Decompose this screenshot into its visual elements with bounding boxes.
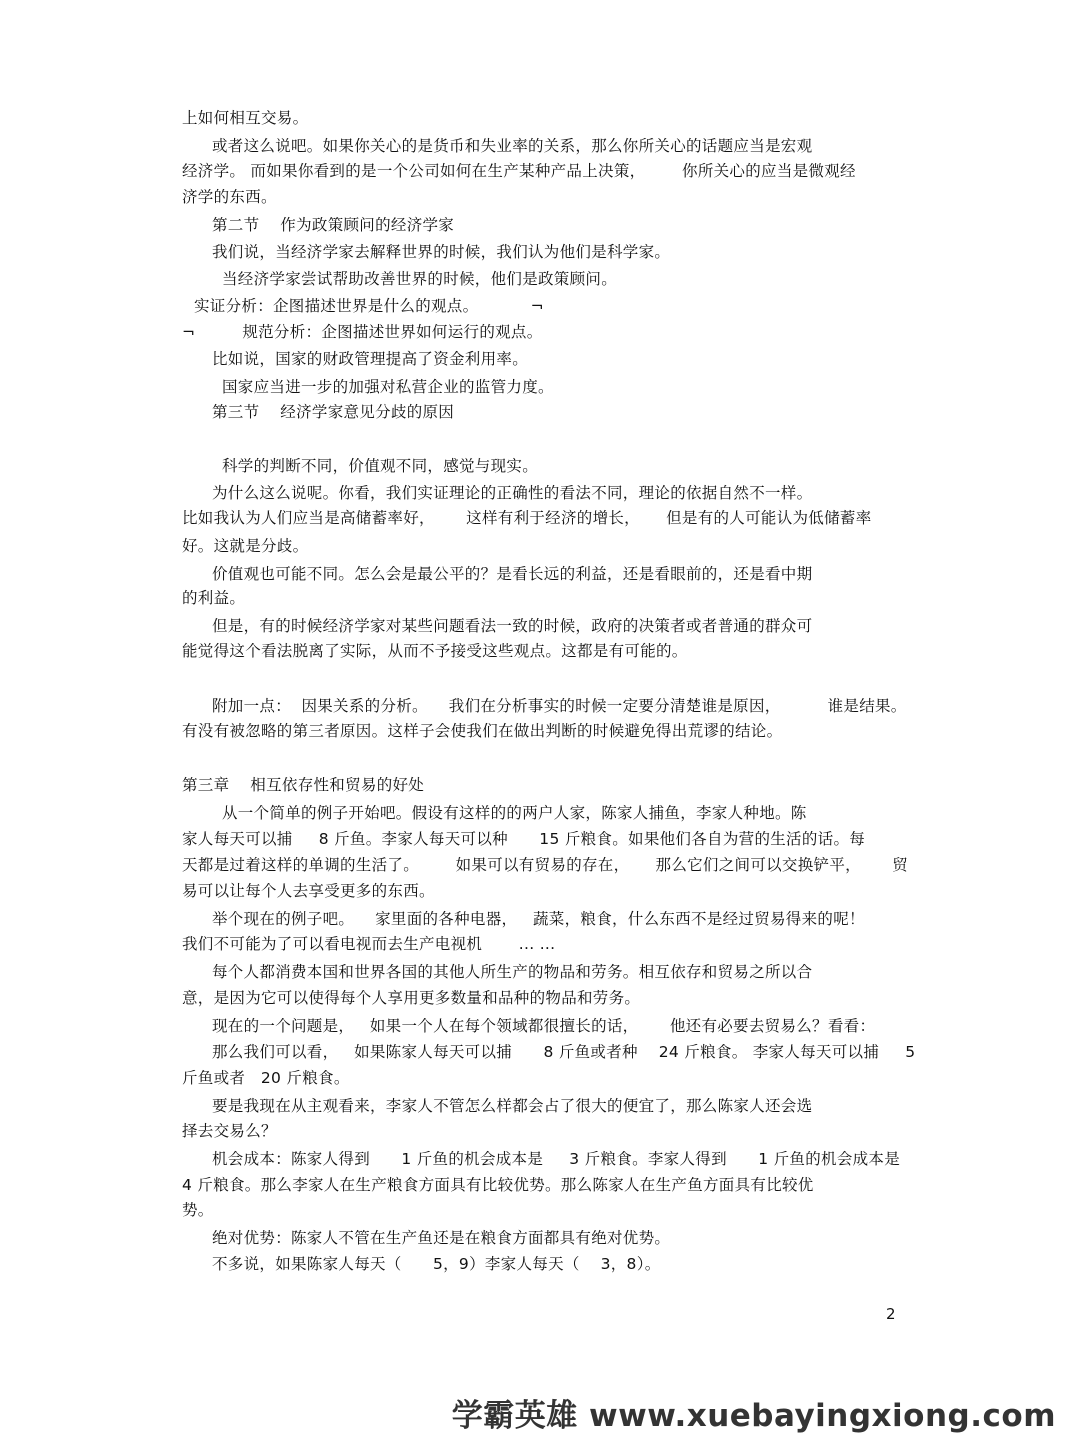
section-heading: 第二节 作为政策顾问的经济学家 (212, 216, 455, 234)
page-number: 2 (886, 1305, 896, 1323)
text-line: 的利益。 (182, 589, 246, 607)
chapter-heading: 第三章 相互依存性和贸易的好处 (182, 776, 425, 794)
text-line: 实证分析：企图描述世界是什么的观点。 ¬ (194, 297, 544, 315)
text-line: 现在的一个问题是， 如果一个人在每个领域都很擅长的话， 他还有必要去贸易么？看看： (212, 1017, 876, 1035)
text-line: 国家应当进一步的加强对私营企业的监管力度。 (222, 378, 554, 396)
text-line: 济学的东西。 (182, 188, 277, 206)
text-line: 能觉得这个看法脱离了实际，从而不予接受这些观点。这都是有可能的。 (182, 642, 688, 660)
section-heading: 第三节 经济学家意见分歧的原因 (212, 403, 455, 421)
text-line: 每个人都消费本国和世界各国的其他人所生产的物品和劳务。相互依存和贸易之所以合 (212, 963, 813, 981)
text-line: 或者这么说吧。如果你关心的是货币和失业率的关系，那么你所关心的话题应当是宏观 (212, 137, 813, 155)
text-line: 上如何相互交易。 (182, 109, 309, 127)
text-line: 绝对优势：陈家人不管在生产鱼还是在粮食方面都具有绝对优势。 (212, 1229, 671, 1247)
text-line: 家人每天可以捕 8 斤鱼。李家人每天可以种 15 斤粮食。如果他们各自为营的生活的话。每 (182, 830, 866, 848)
text-line: 但是，有的时候经济学家对某些问题看法一致的时候，政府的决策者或者普通的群众可 (212, 617, 813, 635)
text-line: 比如说，国家的财政管理提高了资金利用率。 (212, 350, 529, 368)
text-line: 易可以让每个人去享受更多的东西。 (182, 882, 435, 900)
text-line: 不多说，如果陈家人每天（ 5，9）李家人每天（ 3，8）。 (212, 1255, 661, 1273)
text-line: 意，是因为它可以使得每个人享用更多数量和品种的物品和劳务。 (182, 989, 641, 1007)
text-line: 我们说，当经济学家去解释世界的时候，我们认为他们是科学家。 (212, 243, 671, 261)
text-line: 势。 (182, 1201, 214, 1219)
text-line: 天都是过着这样的单调的生活了。 如果可以有贸易的存在， 那么它们之间可以交换铲平， 贸 (182, 856, 909, 874)
text-line: 当经济学家尝试帮助改善世界的时候，他们是政策顾问。 (222, 270, 618, 288)
text-line: 从一个简单的例子开始吧。假设有这样的的两户人家，陈家人捕鱼，李家人种地。陈 (222, 804, 807, 822)
text-line: 比如我认为人们应当是高储蓄率好， 这样有利于经济的增长， 但是有的人可能认为低储蓄率 (182, 509, 872, 527)
text-line: 4 斤粮食。那么李家人在生产粮食方面具有比较优势。那么陈家人在生产鱼方面具有比较优 (182, 1176, 814, 1194)
text-line: 我们不可能为了可以看电视而去生产电视机 ... ... (182, 935, 556, 953)
watermark: 学霸英雄 www.xuebayingxiong.com (451, 1398, 1056, 1434)
text-line: 举个现在的例子吧。 家里面的各种电器， 蔬菜，粮食，什么东西不是经过贸易得来的呢！ (212, 910, 865, 928)
text-line: 好。这就是分歧。 (182, 537, 309, 555)
text-line: 有没有被忽略的第三者原因。这样子会使我们在做出判断的时候避免得出荒谬的结论。 (182, 722, 783, 740)
text-line: 科学的判断不同，价值观不同，感觉与现实。 (222, 457, 539, 475)
text-line: 那么我们可以看， 如果陈家人每天可以捕 8 斤鱼或者种 24 斤粮食。 李家人每天可以捕 5 (212, 1043, 916, 1061)
text-line: 择去交易么？ (182, 1122, 277, 1140)
text-line: 附加一点： 因果关系的分析。 我们在分析事实的时候一定要分清楚谁是原因， 谁是结果。 (212, 697, 907, 715)
text-line: 斤鱼或者 20 斤粮食。 (182, 1069, 350, 1087)
text-line: 机会成本：陈家人得到 1 斤鱼的机会成本是 3 斤粮食。李家人得到 1 斤鱼的机会成本是 (212, 1150, 901, 1168)
text-line: ¬ 规范分析：企图描述世界如何运行的观点。 (182, 323, 543, 341)
text-line: 价值观也可能不同。怎么会是最公平的？是看长远的利益，还是看眼前的，还是看中期 (212, 565, 813, 583)
text-line: 为什么这么说呢。你看，我们实证理论的正确性的看法不同，理论的依据自然不一样。 (212, 484, 813, 502)
text-line: 要是我现在从主观看来，李家人不管怎么样都会占了很大的便宜了，那么陈家人还会选 (212, 1097, 813, 1115)
text-line: 经济学。 而如果你看到的是一个公司如何在生产某种产品上决策， 你所关心的应当是微观经 (182, 162, 856, 180)
